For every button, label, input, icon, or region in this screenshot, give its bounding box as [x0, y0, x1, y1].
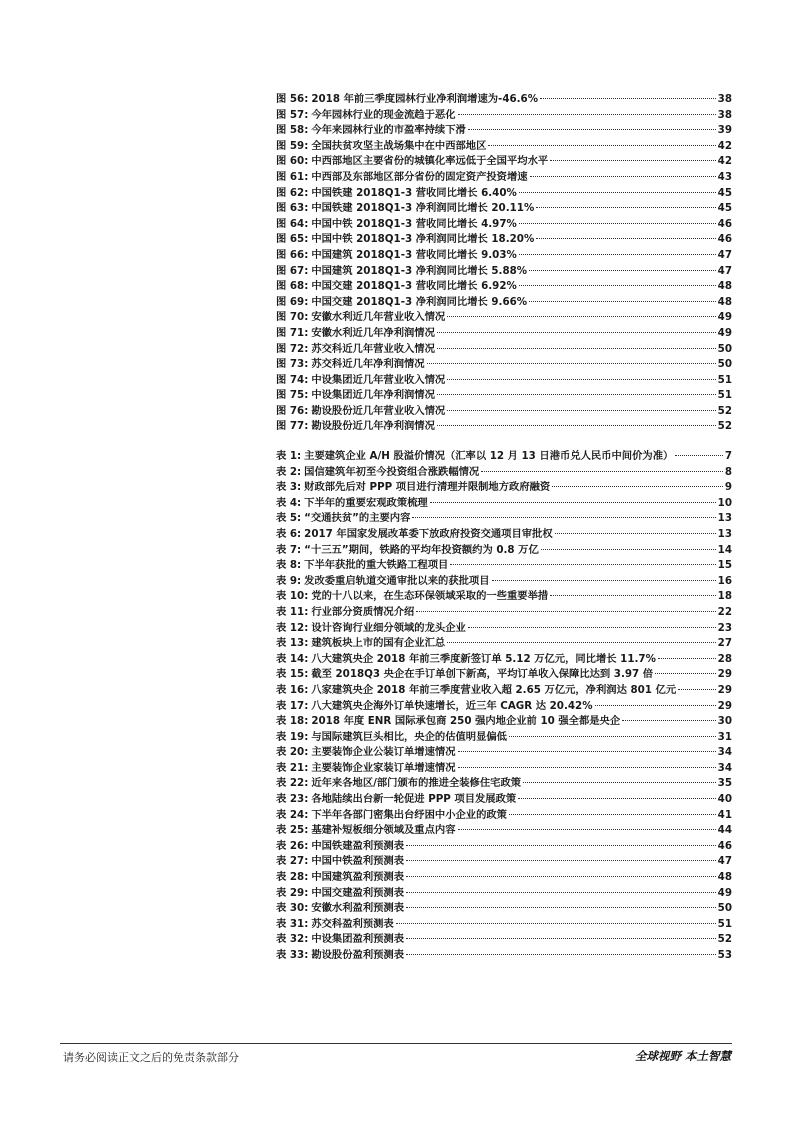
table-entry[interactable] — [276, 854, 732, 870]
table-page-number: 13 — [717, 527, 732, 540]
table-page-number: 34 — [717, 761, 732, 774]
table-label: 表 14: — [276, 652, 309, 665]
figure-entry[interactable] — [276, 108, 732, 124]
figure-title: 安徽水利近几年营业收入情况 — [311, 311, 446, 324]
figure-label: 图 76: — [276, 404, 309, 417]
figure-label: 图 70: — [276, 311, 309, 324]
figure-entry[interactable] — [276, 139, 732, 155]
dot-leader — [468, 129, 716, 130]
table-title: 八大建筑央企 2018 年前三季度新签订单 5.12 万亿元，同比增长 11.7% — [311, 652, 656, 665]
figure-title: 中设集团近几年净利润情况 — [311, 389, 435, 402]
figure-title: 勘设股份近几年净利润情况 — [311, 420, 435, 433]
figure-title: 中国中铁 2018Q1-3 净利润同比增长 18.20% — [311, 233, 535, 246]
figure-label: 图 77: — [276, 420, 309, 433]
figure-entry[interactable] — [276, 232, 732, 248]
table-label: 表 10: — [276, 590, 309, 603]
dot-leader — [655, 673, 716, 674]
table-page-number: 15 — [717, 559, 732, 572]
table-entry[interactable] — [276, 870, 732, 886]
figure-page-number: 45 — [717, 186, 732, 199]
table-title: 安徽水利盈利预测表 — [311, 902, 405, 915]
table-label: 表 26: — [276, 839, 309, 852]
table-title: 国信建筑年初至今投资组合涨跌幅情况 — [304, 465, 480, 478]
figure-label: 图 65: — [276, 233, 309, 246]
table-label: 表 25: — [276, 824, 309, 837]
table-title: 八家建筑央企 2018 年前三季度营业收入超 2.65 万亿元，净利润达 801 亿元 — [311, 683, 677, 696]
figure-entry[interactable] — [276, 404, 732, 420]
table-page-number: 52 — [717, 933, 732, 946]
dot-leader — [519, 254, 716, 255]
table-entry[interactable] — [276, 543, 732, 559]
table-entry[interactable] — [276, 449, 732, 465]
figure-label: 图 61: — [276, 170, 309, 183]
figure-label: 图 71: — [276, 326, 309, 339]
figure-label: 图 66: — [276, 248, 309, 261]
figure-entry[interactable] — [276, 154, 732, 170]
figure-label: 图 59: — [276, 139, 309, 152]
dot-leader — [550, 160, 715, 161]
table-title: 财政部先后对 PPP 项目进行清理并限制地方政府融资 — [304, 481, 551, 494]
dot-leader — [595, 705, 716, 706]
table-entry[interactable] — [276, 652, 732, 668]
dot-leader — [518, 798, 715, 799]
dot-leader — [437, 348, 716, 349]
table-entry[interactable] — [276, 932, 732, 948]
table-title: 发改委重启轨道交通审批以来的获批项目 — [304, 574, 490, 587]
figure-title: 中国交建 2018Q1-3 营收同比增长 6.92% — [311, 280, 517, 293]
table-entry[interactable] — [276, 886, 732, 902]
table-title: 中国中铁盈利预测表 — [311, 855, 405, 868]
figure-title: 今年园林行业的现金流趋于恶化 — [311, 108, 456, 121]
dot-leader — [488, 145, 715, 146]
table-entry[interactable] — [276, 480, 732, 496]
table-page-number: 10 — [717, 496, 732, 509]
figure-title: 勘设股份近几年营业收入情况 — [311, 404, 446, 417]
figure-label: 图 67: — [276, 264, 309, 277]
figure-page-number: 46 — [717, 233, 732, 246]
table-entry[interactable] — [276, 714, 732, 730]
figure-page-number: 50 — [717, 342, 732, 355]
table-title: 中设集团盈利预测表 — [311, 933, 405, 946]
figure-page-number: 42 — [717, 139, 732, 152]
table-page-number: 44 — [717, 824, 732, 837]
table-label: 表 4: — [276, 496, 302, 509]
figure-entry[interactable] — [276, 248, 732, 264]
table-entry[interactable] — [276, 667, 732, 683]
table-title: 近年来各地区/部门颁布的推进全装修住宅政策 — [311, 777, 522, 790]
dot-leader — [678, 689, 716, 690]
figure-entry[interactable] — [276, 310, 732, 326]
table-entry[interactable] — [276, 745, 732, 761]
figure-entry[interactable] — [276, 201, 732, 217]
table-entry[interactable] — [276, 589, 732, 605]
table-page-number: 22 — [717, 605, 732, 618]
table-page-number: 14 — [717, 543, 732, 556]
table-label: 表 23: — [276, 793, 309, 806]
table-page-number: 31 — [717, 730, 732, 743]
footer-divider — [60, 1043, 732, 1044]
table-label: 表 20: — [276, 746, 309, 759]
table-label: 表 5: — [276, 512, 302, 525]
figure-entry[interactable] — [276, 357, 732, 373]
figure-page-number: 46 — [717, 217, 732, 230]
figure-title: 中设集团近几年营业收入情况 — [311, 373, 446, 386]
table-title: 基建补短板细分领域及重点内容 — [311, 824, 456, 837]
dot-leader — [468, 627, 716, 628]
table-page-number: 51 — [717, 917, 732, 930]
dot-leader — [406, 876, 716, 877]
dot-leader — [552, 486, 723, 487]
table-entry[interactable] — [276, 823, 732, 839]
table-entry[interactable] — [276, 792, 732, 808]
table-label: 表 12: — [276, 621, 309, 634]
table-label: 表 32: — [276, 933, 309, 946]
dot-leader — [412, 517, 715, 518]
figure-label: 图 60: — [276, 155, 309, 168]
table-entry[interactable] — [276, 558, 732, 574]
dot-leader — [447, 410, 715, 411]
figure-entry[interactable] — [276, 279, 732, 295]
table-title: 各地陆续出台新一轮促进 PPP 项目发展政策 — [311, 793, 517, 806]
figure-title: 2018 年前三季度园林行业净利润增速为-46.6% — [311, 93, 539, 105]
figure-label: 图 69: — [276, 295, 309, 308]
table-label: 表 24: — [276, 808, 309, 821]
dot-leader — [396, 923, 716, 924]
table-page-number: 9 — [724, 481, 732, 494]
table-label: 表 22: — [276, 777, 309, 790]
figure-label: 图 56: — [276, 93, 309, 105]
figure-label: 图 68: — [276, 280, 309, 293]
figure-title: 中国建筑 2018Q1-3 营收同比增长 9.03% — [311, 248, 517, 261]
table-label: 表 1: — [276, 450, 302, 462]
dot-leader — [529, 270, 716, 271]
table-page-number: 50 — [717, 902, 732, 915]
dot-leader — [406, 907, 716, 908]
figure-label: 图 73: — [276, 358, 309, 371]
table-page-number: 53 — [717, 949, 732, 961]
table-title: 党的十八以来，在生态环保领域采取的一些重要举措 — [311, 590, 549, 603]
dot-leader — [555, 533, 716, 534]
figure-entry[interactable] — [276, 170, 732, 186]
dot-leader — [536, 238, 715, 239]
figure-label: 图 75: — [276, 389, 309, 402]
table-title: 行业部分资质情况介绍 — [311, 605, 415, 618]
figure-entry[interactable] — [276, 419, 732, 435]
figure-label: 图 63: — [276, 202, 309, 215]
dot-leader — [481, 471, 723, 472]
table-label: 表 11: — [276, 605, 309, 618]
table-label: 表 15: — [276, 668, 309, 681]
dot-leader — [523, 782, 716, 783]
dot-leader — [406, 892, 716, 893]
table-label: 表 31: — [276, 917, 309, 930]
table-title: 与国际建筑巨头相比，央企的估值明显偏低 — [311, 730, 507, 743]
table-label: 表 21: — [276, 761, 309, 774]
table-title: 2018 年度 ENR 国际承包商 250 强内地企业前 10 强全都是央企 — [311, 715, 621, 728]
table-title: 下半年各部门密集出台纾困中小企业的政策 — [311, 808, 507, 821]
dot-leader — [530, 176, 716, 177]
table-page-number: 29 — [717, 683, 732, 696]
dot-leader — [536, 207, 715, 208]
figure-page-number: 43 — [717, 170, 732, 183]
figure-page-number: 38 — [717, 93, 732, 105]
table-title: “十三五”期间，铁路的平均年投资额约为 0.8 万亿 — [304, 543, 539, 556]
table-label: 表 19: — [276, 730, 309, 743]
table-page-number: 35 — [717, 777, 732, 790]
table-label: 表 6: — [276, 527, 302, 540]
table-page-number: 29 — [717, 699, 732, 712]
figure-title: 中西部及东部地区部分省份的固定资产投资增速 — [311, 170, 528, 183]
figure-title: 中国铁建 2018Q1-3 营收同比增长 6.40% — [311, 186, 517, 199]
figure-page-number: 38 — [717, 108, 732, 121]
table-page-number: 48 — [717, 871, 732, 884]
table-label: 表 8: — [276, 559, 302, 572]
figure-entry[interactable] — [276, 264, 732, 280]
table-entry[interactable] — [276, 465, 732, 481]
table-page-number: 40 — [717, 793, 732, 806]
table-page-number: 27 — [717, 637, 732, 650]
table-label: 表 3: — [276, 481, 302, 494]
dot-leader — [430, 502, 716, 503]
table-title: 设计咨询行业细分领域的龙头企业 — [311, 621, 466, 634]
figure-label: 图 74: — [276, 373, 309, 386]
dot-leader — [450, 564, 715, 565]
dot-leader — [447, 642, 715, 643]
figure-entry[interactable] — [276, 388, 732, 404]
figure-page-number: 52 — [717, 420, 732, 433]
figure-page-number: 45 — [717, 202, 732, 215]
table-label: 表 7: — [276, 543, 302, 556]
figure-page-number: 39 — [717, 124, 732, 137]
figure-title: 中西部地区主要省份的城镇化率远低于全国平均水平 — [311, 155, 549, 168]
figure-entry[interactable] — [276, 342, 732, 358]
table-page-number: 47 — [717, 855, 732, 868]
dot-leader — [519, 285, 716, 286]
figure-title: 中国中铁 2018Q1-3 营收同比增长 4.97% — [311, 217, 517, 230]
figure-label: 图 64: — [276, 217, 309, 230]
figure-title: 全国扶贫攻坚主战场集中在中西部地区 — [311, 139, 487, 152]
table-title: 勘设股份盈利预测表 — [311, 949, 405, 961]
table-entry[interactable] — [276, 511, 732, 527]
table-entry[interactable] — [276, 761, 732, 777]
figure-entry[interactable] — [276, 295, 732, 311]
table-title: 中国铁建盈利预测表 — [311, 839, 405, 852]
figure-title: 中国交建 2018Q1-3 净利润同比增长 9.66% — [311, 295, 528, 308]
footer-disclaimer: 请务必阅读正文之后的免责条款部分 — [63, 1051, 239, 1064]
table-label: 表 13: — [276, 637, 309, 650]
table-entry[interactable] — [276, 527, 732, 543]
table-entry[interactable] — [276, 621, 732, 637]
figure-page-number: 49 — [717, 311, 732, 324]
figure-label: 图 58: — [276, 124, 309, 137]
dot-leader — [529, 301, 716, 302]
table-page-number: 34 — [717, 746, 732, 759]
table-title: 中国建筑盈利预测表 — [311, 871, 405, 884]
dot-leader — [541, 549, 716, 550]
figure-entry[interactable] — [276, 326, 732, 342]
dot-leader — [540, 98, 716, 99]
figure-page-number: 42 — [717, 155, 732, 168]
dot-leader — [519, 192, 716, 193]
dot-leader — [437, 394, 716, 395]
dot-leader — [406, 954, 716, 955]
figure-entry[interactable] — [276, 186, 732, 202]
table-label: 表 17: — [276, 699, 309, 712]
figure-page-number: 48 — [717, 280, 732, 293]
figure-title: 中国铁建 2018Q1-3 净利润同比增长 20.11% — [311, 202, 535, 215]
dot-leader — [447, 316, 715, 317]
dot-leader — [447, 379, 715, 380]
figure-title: 中国建筑 2018Q1-3 净利润同比增长 5.88% — [311, 264, 528, 277]
figure-page-number: 49 — [717, 326, 732, 339]
table-page-number: 41 — [717, 808, 732, 821]
table-page-number: 29 — [717, 668, 732, 681]
table-title: 中国交建盈利预测表 — [311, 886, 405, 899]
table-title: “交通扶贫”的主要内容 — [304, 512, 411, 525]
dot-leader — [458, 767, 716, 768]
figure-label: 图 62: — [276, 186, 309, 199]
figure-label: 图 57: — [276, 108, 309, 121]
dot-leader — [675, 455, 723, 456]
table-label: 表 29: — [276, 886, 309, 899]
figure-entry[interactable] — [276, 92, 732, 108]
table-title: 苏交科盈利预测表 — [311, 917, 394, 930]
dot-leader — [519, 223, 716, 224]
table-page-number: 7 — [724, 450, 732, 462]
table-label: 表 28: — [276, 871, 309, 884]
figure-entry[interactable] — [276, 217, 732, 233]
table-label: 表 18: — [276, 715, 309, 728]
table-entry[interactable] — [276, 839, 732, 855]
figure-page-number: 52 — [717, 404, 732, 417]
table-entry[interactable] — [276, 948, 732, 964]
dot-leader — [658, 658, 716, 659]
table-page-number: 30 — [717, 715, 732, 728]
table-title: 建筑板块上市的国有企业汇总 — [311, 637, 446, 650]
table-label: 表 30: — [276, 902, 309, 915]
table-title: 主要装饰企业家装订单增速情况 — [311, 761, 456, 774]
table-list — [276, 449, 732, 964]
dot-leader — [509, 814, 716, 815]
table-title: 下半年的重要宏观政策梳理 — [304, 496, 428, 509]
table-title: 八大建筑央企海外订单快速增长，近三年 CAGR 达 20.42% — [311, 699, 593, 712]
table-entry[interactable] — [276, 683, 732, 699]
table-page-number: 28 — [717, 652, 732, 665]
dot-leader — [416, 611, 715, 612]
table-title: 2017 年国家发展改革委下放政府投资交通项目审批权 — [304, 527, 553, 540]
dot-leader — [437, 425, 716, 426]
dot-leader — [458, 829, 716, 830]
table-title: 主要建筑企业 A/H 股溢价情况（汇率以 12 月 13 日港币兑人民币中间价为准） — [304, 450, 674, 462]
figure-title: 安徽水利近几年净利润情况 — [311, 326, 435, 339]
table-entry[interactable] — [276, 901, 732, 917]
table-label: 表 9: — [276, 574, 302, 587]
table-entry[interactable] — [276, 636, 732, 652]
figure-page-number: 47 — [717, 264, 732, 277]
figure-entry[interactable] — [276, 123, 732, 139]
table-entry[interactable] — [276, 605, 732, 621]
dot-leader — [622, 720, 716, 721]
table-page-number: 49 — [717, 886, 732, 899]
table-label: 表 2: — [276, 465, 302, 478]
dot-leader — [550, 595, 715, 596]
dot-leader — [406, 860, 716, 861]
table-page-number: 8 — [724, 465, 732, 478]
figure-title: 今年来园林行业的市盈率持续下滑 — [311, 124, 466, 137]
figure-title: 苏交科近几年净利润情况 — [311, 358, 425, 371]
figure-page-number: 50 — [717, 358, 732, 371]
table-entry[interactable] — [276, 574, 732, 590]
dot-leader — [406, 938, 716, 939]
table-entry[interactable] — [276, 699, 732, 715]
figure-page-number: 51 — [717, 373, 732, 386]
table-label: 表 33: — [276, 949, 309, 961]
table-page-number: 13 — [717, 512, 732, 525]
table-title: 主要装饰企业公装订单增速情况 — [311, 746, 456, 759]
table-label: 表 16: — [276, 683, 309, 696]
table-page-number: 23 — [717, 621, 732, 634]
dot-leader — [427, 363, 716, 364]
dot-leader — [509, 736, 716, 737]
figure-entry[interactable] — [276, 373, 732, 389]
table-page-number: 18 — [717, 590, 732, 603]
table-entry[interactable] — [276, 496, 732, 512]
dot-leader — [492, 580, 716, 581]
table-entry[interactable] — [276, 917, 732, 933]
footer-slogan: 全球视野 本土智慧 — [634, 1049, 731, 1063]
dot-leader — [406, 845, 716, 846]
figure-page-number: 51 — [717, 389, 732, 402]
figure-list — [276, 92, 732, 435]
table-entry[interactable] — [276, 730, 732, 746]
table-page-number: 46 — [717, 839, 732, 852]
table-title: 截至 2018Q3 央企在手订单创下新高，平均订单收入保障比达到 3.97 倍 — [311, 668, 654, 681]
dot-leader — [458, 751, 716, 752]
figure-title: 苏交科近几年营业收入情况 — [311, 342, 435, 355]
table-entry[interactable] — [276, 808, 732, 824]
figure-label: 图 72: — [276, 342, 309, 355]
table-title: 下半年获批的重大铁路工程项目 — [304, 559, 449, 572]
figure-page-number: 48 — [717, 295, 732, 308]
dot-leader — [458, 114, 716, 115]
table-entry[interactable] — [276, 776, 732, 792]
figure-page-number: 47 — [717, 248, 732, 261]
table-label: 表 27: — [276, 855, 309, 868]
table-page-number: 16 — [717, 574, 732, 587]
dot-leader — [437, 332, 716, 333]
